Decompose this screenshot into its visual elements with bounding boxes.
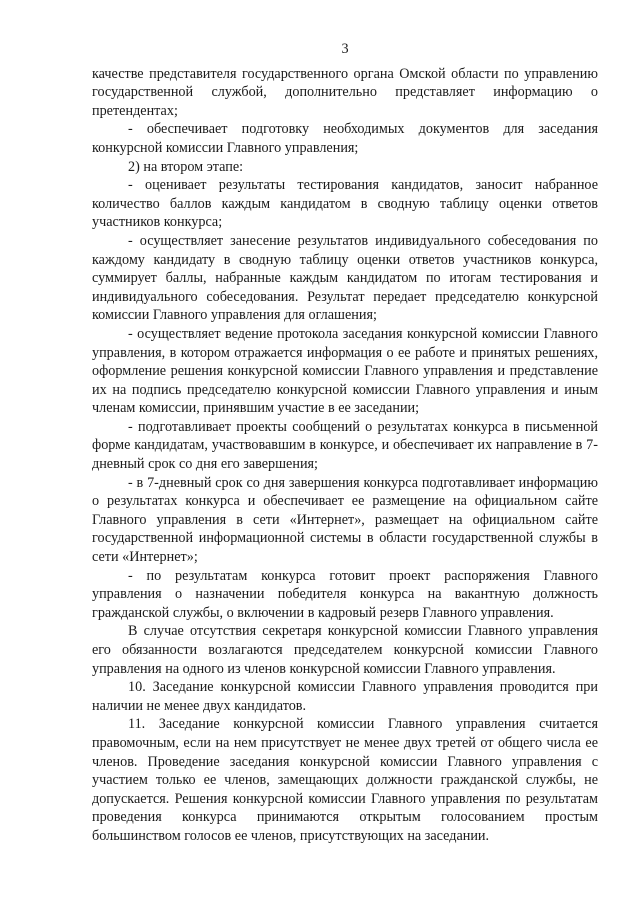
paragraph: - осуществляет ведение протокола заседания конкурсной комиссии Главного управления, в котором отражается информация о ее работе и принятых решениях, оформление решения конкурсной комиссии Главного управления и представление их на подпись председателю конкурсной комиссии Главного управления и иным членам комиссии, принявшим участие в ее заседании; [92,325,598,417]
paragraph: - в 7-дневный срок со дня завершения конкурса подготавливает информацию о результатах конкурса и обеспечивает ее размещение на официальном сайте Главного управления в сети «Интернет», размещает на официальном сайте государственной информационной системы в области государственной службы в сети «Интернет»; [92,474,598,566]
paragraph: - осуществляет занесение результатов индивидуального собеседования по каждому кандидату в сводную таблицу оценки ответов участников конкурса, суммирует баллы, набранные каждым кандидатом по итогам тестирования и индивидуального собеседования. Результат передает председателю конкурсной комиссии Главного управления для оглашения; [92,232,598,324]
paragraph: - оценивает результаты тестирования кандидатов, заносит набранное количество баллов каждым кандидатом в сводную таблицу оценки ответов участников конкурса; [92,177,598,231]
paragraph: В случае отсутствия секретаря конкурсной комиссии Главного управления его обязанности возлагаются председателем конкурсной комиссии Главного управления на одного из членов конкурсной комиссии Главного управления. [92,623,598,677]
paragraph: - по результатам конкурса готовит проект распоряжения Главного управления о назначении победителя конкурса на вакантную должность гражданской службы, о включении в кадровый резерв Главного управления. [92,567,598,621]
paragraph: качестве представителя государственного органа Омской области по управлению государственной службой, дополнительно представляет информацию о претендентах; [92,65,598,119]
paragraph: - обеспечивает подготовку необходимых документов для заседания конкурсной комиссии Главного управления; [92,121,598,156]
paragraph: 2) на втором этапе: [128,158,244,175]
document-page [92,40,598,846]
page-number: 3 [341,41,349,57]
document-body [92,65,598,846]
paragraph: 10. Заседание конкурсной комиссии Главного управления проводится при наличии не менее двух кандидатов. [92,679,598,714]
paragraph: 11. Заседание конкурсной комиссии Главного управления считается правомочным, если на нем присутствует не менее двух третей от общего числа ее членов. Проведение заседания конкурсной комиссии Главного управления с участием только ее членов, замещающих должности гражданской службы, не допускается. Решения конкурсной комиссии Главного управления по результатам проведения конкурса принимаются открытым голосованием простым большинством голосов ее членов, присутствующих на заседании. [92,716,598,844]
paragraph: - подготавливает проекты сообщений о результатах конкурса в письменной форме кандидатам, участвовавшим в конкурсе, и обеспечивает их направление в 7-дневный срок со дня его завершения; [92,418,598,473]
